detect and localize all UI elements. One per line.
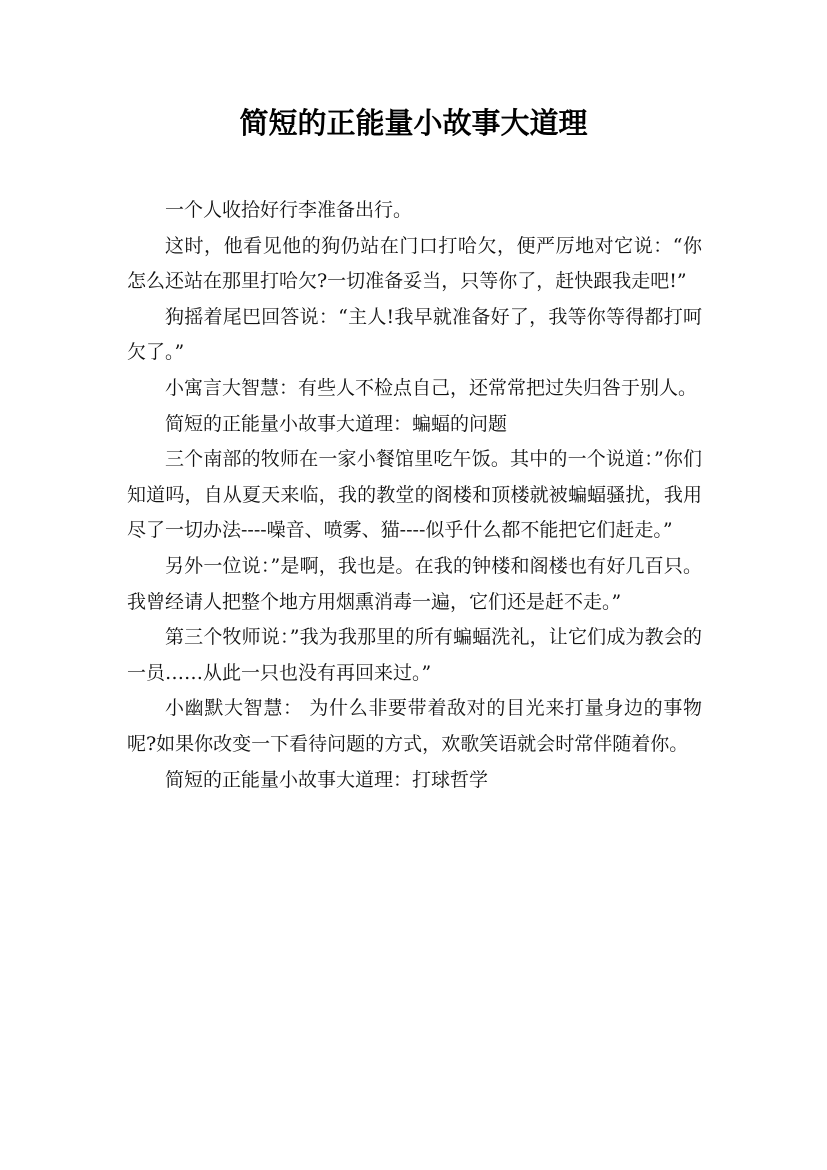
paragraph: 这时，他看见他的狗仍站在门口打哈欠，便严厉地对它说：“你怎么还站在那里打哈欠?一切准备妥当，只等你了，赶快跟我走吧!”	[127, 234, 702, 293]
paragraph: 另外一位说：”是啊，我也是。在我的钟楼和阁楼也有好几百只。我曾经请人把整个地方用烟熏消毒一遍，它们还是赶不走。”	[127, 554, 702, 613]
paragraph: 小幽默大智慧： 为什么非要带着敌对的目光来打量身边的事物呢?如果你改变一下看待问题的方式，欢歌笑语就会时常伴随着你。	[127, 697, 702, 755]
section-heading: 简短的正能量小故事大道理：打球哲学	[165, 768, 489, 791]
document-body	[127, 193, 702, 798]
paragraph: 一个人收拾好行李准备出行。	[165, 199, 413, 221]
paragraph: 狗摇着尾巴回答说：“主人!我早就准备好了，我等你等得都打呵欠了。”	[127, 305, 702, 364]
section-heading: 简短的正能量小故事大道理：蝙蝠的问题	[165, 412, 508, 435]
paragraph: 小寓言大智慧：有些人不检点自己，还常常把过失归咎于别人。	[165, 376, 698, 399]
paragraph: 三个南部的牧师在一家小餐馆里吃午饭。其中的一个说道：”你们知道吗，自从夏天来临，我的教堂的阁楼和顶楼就被蝙蝠骚扰，我用尽了一切办法----噪音、喷雾、猫----似乎什么都不能把它们赶走。”	[127, 448, 702, 542]
page-title: 简短的正能量小故事大道理	[239, 106, 588, 140]
paragraph: 第三个牧师说：”我为我那里的所有蝙蝠洗礼，让它们成为教会的一员……从此一只也没有再回来过。”	[127, 626, 702, 684]
